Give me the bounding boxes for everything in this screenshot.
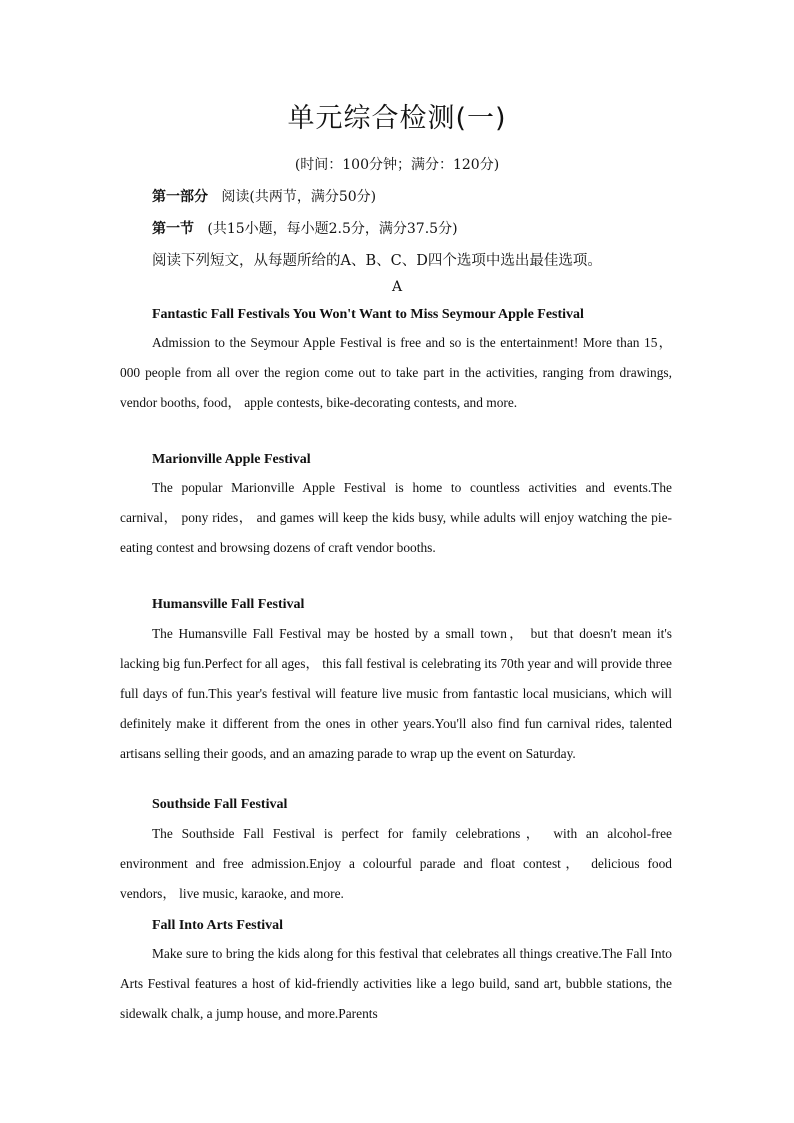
- part-heading: [152, 186, 376, 206]
- exam-time-score: (时间：100分钟；满分：120分): [294, 157, 500, 173]
- heading-southside: Southside Fall Festival: [152, 797, 288, 812]
- section-text: (共15小题，每小题2.5分，满分37.5分): [207, 221, 458, 237]
- section-label: 第一节: [152, 221, 194, 237]
- part-label: 第一部分: [152, 189, 208, 205]
- paragraph-marionville: The popular Marionville Apple Festival is home to countless activities and events.The carnival， pony rides， and games will keep the kids busy, while adults will enjoy watching the pie-eating contest and browsing dozens of craft vendor booths.: [120, 480, 672, 555]
- instruction-text: 阅读下列短文，从每题所给的A、B、C、D四个选项中选出最佳选项。: [152, 253, 602, 269]
- section-heading: [152, 218, 458, 238]
- part-text: 阅读(共两节，满分50分): [221, 189, 377, 205]
- heading-fall-into-arts: Fall Into Arts Festival: [152, 918, 284, 933]
- paragraph-seymour: Admission to the Seymour Apple Festival is free and so is the entertainment! More than 15，000 people from all over the region come out to take part in the activities, ranging from drawings, vendor booths, food， apple contests, bike-decorating contests, and more.: [120, 335, 672, 410]
- heading-humansville: Humansville Fall Festival: [152, 597, 305, 612]
- paragraph-southside: The Southside Fall Festival is perfect for family celebrations， with an alcohol-free environment and free admission.Enjoy a colourful parade and float contest， delicious food vendors， live music, karaoke, and more.: [120, 826, 672, 901]
- passage-letter: A: [391, 279, 403, 295]
- heading-marionville: Marionville Apple Festival: [152, 452, 311, 467]
- paragraph-humansville: The Humansville Fall Festival may be hosted by a small town， but that doesn't mean it's lacking big fun.Perfect for all ages， this fall festival is celebrating its 70th year and will provide three full days of fun.This year's festival will feature live music from fantastic local musicians, which will definitely make it different from the ones in other years.You'll also find fun carnival rides, talented artisans selling their goods, and an amazing parade to wrap up the event on Saturday.: [120, 626, 672, 761]
- paragraph-fall-into-arts: Make sure to bring the kids along for this festival that celebrates all things creative.The Fall Into Arts Festival features a host of kid-friendly activities like a lego build, sand art, bubble stations, the sidewalk chalk, a jump house, and more.Parents: [120, 946, 672, 1021]
- passage-title: Fantastic Fall Festivals You Won't Want to Miss Seymour Apple Festival: [152, 307, 584, 322]
- page-title: 单元综合检测(一): [287, 103, 507, 134]
